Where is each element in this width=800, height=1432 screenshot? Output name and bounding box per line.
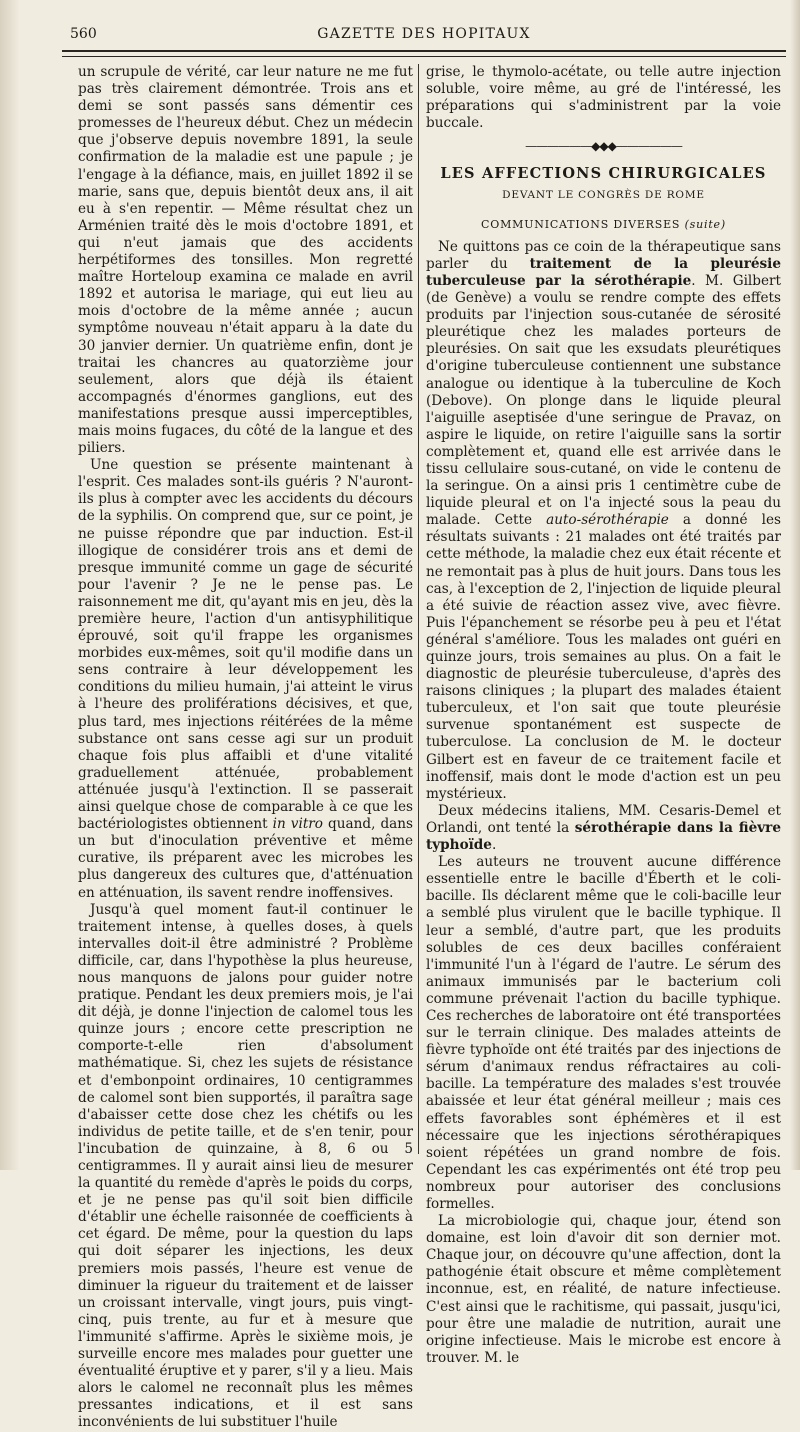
left-column bbox=[78, 64, 413, 1432]
paragraph: un scrupule de vérité, car leur nature ne me fut pas très clairement démontrée. Trois ans et demi se sont passés sans démentir ces promesses de l'heureux début. Chez un médecin que j'observe depuis novembre 1891, la seule confirmation de la maladie est une papule ; je l'engage à la défiance, mais, en juillet 1892 il se marie, sans que, depuis bientôt deux ans, il ait eu à s'en repentir. — Même résultat chez un Arménien traité dès le mois d'octobre 1891, et qui n'eut jamais que des accidents herpétiformes des tonsilles. Mon regretté maître Horteloup examina ce malade en avril 1892 et autorisa le mariage, qui eut lieu au mois d'octobre de la même année ; aucun symptôme nouveau n'était apparu à la date du 30 janvier dernier. Un quatrième enfin, dont je traitai les chancres au quatorzième jour seulement, alors que déjà ils étaient accompagnés d'énormes ganglions, eut des manifestations presque aussi imperceptibles, mais moins fugaces, du côté de la langue et des piliers. bbox=[78, 64, 413, 457]
section-title: LES AFFECTIONS CHIRURGICALES bbox=[440, 165, 767, 183]
italic-text: auto-sérothérapie bbox=[546, 512, 669, 529]
page-binding-shadow bbox=[0, 0, 20, 1170]
paragraph bbox=[426, 239, 781, 803]
text-run: a donné les résultats suivants : 21 malades ont été traités par cette méthode, la maladie chez eux était récente et ne remontait pas à plus de huit jours. Dans tous les cas, à l'exception de 2, l'injection de liquide pleural a été suivie de réaction assez vive, avec fièvre. Puis l'épanchement se résorbe peu à peu et l'état général s'améliore. Tous les malades ont guéri en quinze jours, trois semaines au plus. On a fait le diagnostic de pleurésie tuberculeuse, d'après des raisons cliniques ; la plupart des malades étaient tuberculeux, et l'on sait que toute pleurésie survenue spontanément est suspecte de tuberculose. La conclusion de M. le docteur Gilbert est en faveur de ce traitement facile et inoffensif, mais dont le mode d'action est un peu mystérieux. bbox=[426, 512, 781, 802]
paragraph: La microbiologie qui, chaque jour, étend son domaine, est loin d'avoir dit son dernier mot. Chaque jour, on découvre qu'une affection, dont la pathogénie était obscure et même complètement inconnue, est, en réalité, de nature infectieuse. C'est ainsi que le rachitisme, qui passait, jusqu'ici, pour être une maladie de nutrition, aurait une origine infectieuse. Mais le microbe est encore à trouver. M. le bbox=[426, 1213, 781, 1366]
page-edge-shadow bbox=[790, 0, 800, 1170]
section-subtitle: DEVANT LE CONGRÈS DE ROME bbox=[502, 188, 705, 201]
header-rule-thin bbox=[62, 56, 786, 57]
paragraph bbox=[78, 457, 413, 901]
page-number: 560 bbox=[70, 26, 97, 42]
paragraph bbox=[426, 803, 781, 854]
sub-heading-text: COMMUNICATIONS DIVERSES bbox=[481, 217, 681, 231]
bold-text: sérothérapie dans la fièvre typhoïde bbox=[426, 819, 781, 854]
sub-heading-suite: (suite) bbox=[684, 217, 726, 231]
italic-text: in vitro bbox=[272, 816, 323, 833]
text-run: . M. Gilbert (de Genève) a voulu se rendre compte des effets produits par l'injection sous-cutanée de sérosité pleurétique chez les malades porteurs de pleurésies. On sait que les exsudats pleurétiques d'origine tuberculeuse contiennent une substance analogue ou identique à la tuberculine de Koch (Debove). On plonge dans le liquide pleural l'aiguille aseptisée d'une seringue de Pravaz, on aspire le liquide, on retire l'aiguille sans la sortir complètement et, quand elle est arrivée dans le tissu cellulaire sous-cutané, on vide le contenu de la seringue. On a ainsi pris 1 centimètre cube de liquide pleural et on l'a injecté sous la peau du malade. Cette bbox=[426, 272, 781, 529]
paragraph: Les auteurs ne trouvent aucune différence essentielle entre le bacille d'Éberth et le coli-bacille. Ils déclarent même que le coli-bacille leur a semblé plus virulent que le bacille typhique. Il leur a semblé, d'autre part, que les produits solubles de ces deux bacilles conféraient l'immunité l'un à l'égard de l'autre. Le sérum des animaux immunisés par le bacterium coli commune prévenait l'action du bacille typhique. Ces recherches de laboratoire ont été transportées sur le terrain clinique. Des malades atteints de fièvre typhoïde ont été traités par des injections de sérum d'animaux rendus réfractaires au coli-bacille. La température des malades s'est trouvée abaissée et leur état général meilleur ; mais ces effets favorables sont éphémères et il est nécessaire que les injections sérothérapiques soient répétées un grand nombre de fois. Cependant les cas expérimentés ont été trop peu nombreux pour autoriser des conclusions formelles. bbox=[426, 854, 781, 1212]
text-run: Deux médecins italiens, MM. Cesaris-Demel et Orlandi, ont tenté la bbox=[426, 802, 781, 836]
paragraph: Jusqu'à quel moment faut-il continuer le traitement intense, à quelles doses, à quels intervalles doit-il être administré ? Problème difficile, car, dans l'hypothèse la plus heureuse, nous manquons de jalons pour guider notre pratique. Pendant les deux premiers mois, je l'ai dit déjà, je donne l'injection de calomel tous les quinze jours ; encore cette prescription ne comporte-t-elle rien d'absolument mathématique. Si, chez les sujets de résistance et d'embonpoint ordinaires, 10 centigrammes de calomel sont bien supportés, il paraîtra sage d'abaisser cette dose chez les chétifs ou les individus de petite taille, et de s'en tenir, pour l'incubation de quinzaine, à 8, 6 ou 5 centigrammes. Il y aurait ainsi lieu de mesurer la quantité du remède d'après le poids du corps, et je ne pense pas qu'il soit bien difficile d'établir une échelle raisonnée de coefficients à cet égard. De même, pour la question du laps qui doit séparer les injections, les deux premiers mois passés, l'heure est venue de diminuer la rigueur du traitement et de laisser un croissant intervalle, vingt jours, puis vingt-cinq, puis trente, au fur et à mesure que l'immunité s'affirme. Après le sixième mois, je surveille encore mes malades pour guetter une éventualité éruptive et y parer, s'il y a lieu. Mais alors le calomel ne reconnaît plus les mêmes pressantes indications, et il est sans inconvénients de lui substituer l'huile bbox=[78, 901, 413, 1431]
journal-title: GAZETTE DES HOPITAUX bbox=[317, 26, 531, 42]
page-header bbox=[60, 26, 788, 48]
text-run: . bbox=[491, 837, 497, 854]
text-run: Une question se présente maintenant à l'esprit. Ces malades sont-ils guéris ? N'auront-ils plus à compter avec les accidents du décours de la syphilis. On comprend que, sur ce point, je ne puisse répondre que par induction. Est-il illogique de considérer trois ans et demi de presque immunité comme un gage de sécurité pour l'avenir ? Je ne le pense pas. Le raisonnement me dit, qu'ayant mis en jeu, dès la première heure, l'action d'un antisyphilitique éprouvé, soit qu'il frappe les organismes morbides eux-mêmes, soit qu'il modifie dans un sens contraire à leur développement les conditions du milieu humain, j'ai atteint le virus à l'heure des proliférations décisives, et que, plus tard, mes injections réitérées de la même substance ont sans cesse agi sur un produit chaque fois plus affaibli et d'une vitalité graduellement atténuée, probablement atténuée jusqu'à l'extinction. Il se passerait ainsi quelque chose de comparable à ce que les bactériologistes obtiennent bbox=[78, 457, 413, 833]
text-run: Ne quittons pas ce coin de la thérapeutique sans parler du bbox=[426, 238, 781, 272]
text-run: quand, dans un but d'inoculation préventive et même curative, ils préparent avec les microbes les plus dangereux des cultures que, d'atténuation en atténuation, ils savent rendre inoffensives. bbox=[78, 816, 413, 901]
paragraph: grise, le thymolo-acétate, ou telle autre injection soluble, voire même, au gré de l'intéressé, les préparations qui s'administrent par la voie buccale. bbox=[426, 64, 781, 132]
header-rule bbox=[62, 50, 786, 52]
ornament-divider: ——————◆◆◆—————— bbox=[525, 139, 682, 154]
sub-heading bbox=[426, 216, 781, 233]
bold-text: traitement de la pleurésie tuberculeuse par la sérothérapie bbox=[426, 255, 781, 289]
column-divider bbox=[418, 64, 419, 1154]
right-column bbox=[426, 64, 781, 1367]
